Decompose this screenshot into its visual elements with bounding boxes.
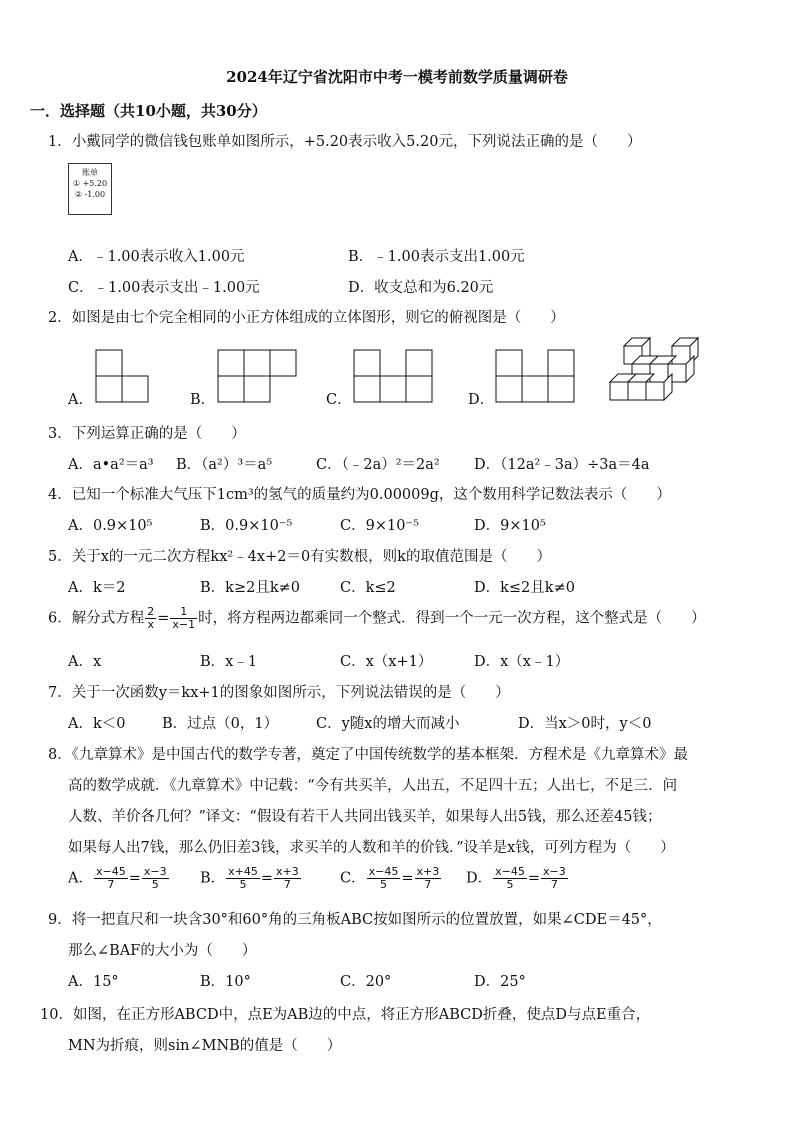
q8-a-left-frac (94, 866, 128, 891)
question-6-stem (48, 606, 706, 631)
q8-c-left-frac (367, 866, 401, 891)
q4-option-a: A．0.9×10⁵ (68, 518, 153, 534)
q8-a-label: A． (68, 870, 93, 887)
q8-d-l-num: x−45 (495, 865, 525, 878)
question-3-stem: 3．下列运算正确的是（ ） (48, 426, 246, 442)
question-8-line-1: 8．《九章算术》是中国古代的数学专著，奠定了中国传统数学的基本框架．方程术是《九章算术》最 (48, 747, 688, 763)
question-8-line-2: 高的数学成就．《九章算术》中记载：“今有共买羊，人出五，不足四十五；人出七，不足三．问 (68, 778, 678, 794)
q8-d-eq: = (527, 870, 541, 887)
q3-option-c: C．（﹣2a）²＝2a² (316, 457, 440, 473)
q1-option-c: C．﹣1.00表示支出﹣1.00元 (68, 280, 260, 296)
q8-b-right-frac (274, 866, 301, 891)
question-7-stem: 7．关于一次函数y＝kx+1的图象如图所示，下列说法错误的是（ ） (48, 685, 510, 701)
section-heading: 一．选择题（共10小题，共30分） (30, 102, 267, 120)
q2-option-d-view (490, 344, 580, 404)
q8-d-r-den: 7 (550, 878, 558, 891)
q4-option-d: D．9×10⁵ (474, 518, 546, 534)
q9-option-a: A．15° (68, 974, 119, 990)
q6-fraction-left (145, 606, 156, 631)
q8-c-r-num: x+3 (416, 865, 440, 878)
q8-c-label: C． (340, 870, 366, 887)
q1-option-a: A．﹣1.00表示收入1.00元 (68, 249, 245, 265)
q8-option-c (340, 866, 442, 891)
question-5-stem: 5．关于x的一元二次方程kx²﹣4x+2＝0有实数根，则k的取值范围是（ ） (48, 549, 551, 565)
question-8-line-4: 如果每人出7钱，那么仍旧差3钱，求买羊的人数和羊的价钱．”设羊是x钱，可列方程为（ ） (68, 840, 675, 856)
page-title: 2024年辽宁省沈阳市中考一模考前数学质量调研卷 (226, 68, 568, 86)
q2-option-d-label: D． (468, 392, 495, 408)
q4-option-b: B．0.9×10⁻⁵ (200, 518, 293, 534)
q8-c-l-den: 5 (379, 878, 387, 891)
q3-option-d: D．（12a²﹣3a）÷3a＝4a (474, 457, 650, 473)
q8-b-label: B． (200, 870, 226, 887)
q3-option-b: B．（a²）³＝a⁵ (176, 457, 273, 473)
q8-b-eq: = (260, 870, 274, 887)
q5-option-c: C．k≤2 (340, 580, 396, 596)
bill-line-1: ① +5.20 (72, 179, 108, 188)
q7-option-a: A．k＜0 (68, 716, 126, 732)
q1-option-d: D．收支总和为6.20元 (348, 280, 494, 296)
q6-option-a: A．x (68, 654, 102, 670)
q6-fraction-right (170, 606, 197, 631)
question-1-stem: 1．小戴同学的微信钱包账单如图所示，+5.20表示收入5.20元，下列说法正确的是（ ） (48, 134, 642, 150)
q6-frac1-num: 2 (147, 605, 155, 618)
question-9-line-2: 那么∠BAF的大小为（ ） (68, 943, 257, 959)
q8-a-right-frac (142, 866, 169, 891)
q8-option-a (68, 866, 170, 891)
q8-d-l-den: 5 (506, 878, 514, 891)
question-8-line-3: 人数、羊价各几何？”译文：“假设有若干人共同出钱买羊，如果每人出5钱，那么还差45钱； (68, 809, 662, 825)
q6-stem-prefix: 6．解分式方程 (48, 610, 145, 627)
q5-option-a: A．k＝2 (68, 580, 126, 596)
bill-line-2: ② -1.00 (74, 190, 106, 199)
q6-frac2-den: x−1 (172, 618, 196, 631)
cube-stack-3d-figure (606, 334, 710, 408)
q6-frac2-num: 1 (170, 606, 197, 619)
q2-option-c-label: C． (326, 392, 352, 408)
q8-a-l-num: x−45 (95, 865, 126, 878)
q5-option-b: B．k≥2且k≠0 (200, 580, 300, 596)
q7-option-c: C．y随x的增大而减小 (316, 716, 460, 732)
q2-option-a-view (90, 344, 150, 404)
q6-stem-suffix: 时，将方程两边都乘同一个整式．得到一个一元一次方程，这个整式是（ ） (198, 610, 706, 627)
q8-d-r-num: x−3 (543, 865, 566, 878)
q7-option-b: B．过点（0，1） (162, 716, 279, 732)
q6-frac1-den: x (147, 618, 154, 631)
q6-option-d: D．x（x﹣1） (474, 654, 570, 670)
q8-a-eq: = (128, 870, 141, 887)
q9-option-c: C．20° (340, 974, 392, 990)
q8-b-l-num: x+45 (228, 865, 258, 878)
q9-option-d: D．25° (474, 974, 526, 990)
q8-d-left-frac (493, 866, 527, 891)
q7-option-d: D．当x＞0时，y＜0 (518, 716, 652, 732)
q8-a-r-num: x−3 (143, 865, 167, 878)
q6-equals: = (157, 610, 170, 627)
q2-option-b-label: B． (190, 392, 216, 408)
q8-b-l-den: 5 (239, 878, 247, 891)
question-2-stem: 2．如图是由七个完全相同的小正方体组成的立体图形，则它的俯视图是（ ） (48, 310, 565, 326)
q8-b-r-num: x+3 (276, 865, 299, 878)
q9-option-b: B．10° (200, 974, 251, 990)
bill-image (68, 163, 112, 215)
q8-c-eq: = (401, 870, 414, 887)
q8-c-r-den: 7 (424, 878, 432, 891)
q8-a-l-den: 7 (107, 878, 115, 891)
q2-option-c-view (348, 344, 438, 404)
q5-option-d: D．k≤2且k≠0 (474, 580, 575, 596)
q4-option-c: C．9×10⁻⁵ (340, 518, 419, 534)
q8-d-right-frac (541, 866, 568, 891)
q8-b-left-frac (226, 866, 260, 891)
q2-option-b-view (212, 344, 298, 404)
question-10-line-2: MN为折痕，则sin∠MNB的值是（ ） (68, 1038, 342, 1054)
question-10-line-1: 10．如图，在正方形ABCD中，点E为AB边的中点，将正方形ABCD折叠，使点D与点E重合， (40, 1007, 651, 1023)
question-4-stem: 4．已知一个标准大气压下1cm³的氢气的质量约为0.00009g，这个数用科学记数法表示（ ） (48, 487, 671, 503)
q8-option-d (466, 866, 569, 891)
q6-option-c: C．x（x+1） (340, 654, 433, 670)
q8-b-r-den: 7 (283, 878, 291, 891)
q8-c-l-num: x−45 (368, 865, 399, 878)
q8-c-right-frac (415, 866, 442, 891)
question-9-line-1: 9．将一把直尺和一块含30°和60°角的三角板ABC按如图所示的位置放置，如果∠CDE＝45°， (48, 912, 662, 928)
q8-a-r-den: 5 (151, 878, 159, 891)
bill-title: 账单 (82, 168, 98, 177)
q1-option-b: B．﹣1.00表示支出1.00元 (348, 249, 525, 265)
q8-option-b (200, 866, 302, 891)
q8-d-label: D． (466, 870, 493, 887)
q2-option-a-label: A． (68, 392, 93, 408)
q6-option-b: B．x﹣1 (200, 654, 258, 670)
q3-option-a: A．a•a²＝a³ (68, 457, 154, 473)
